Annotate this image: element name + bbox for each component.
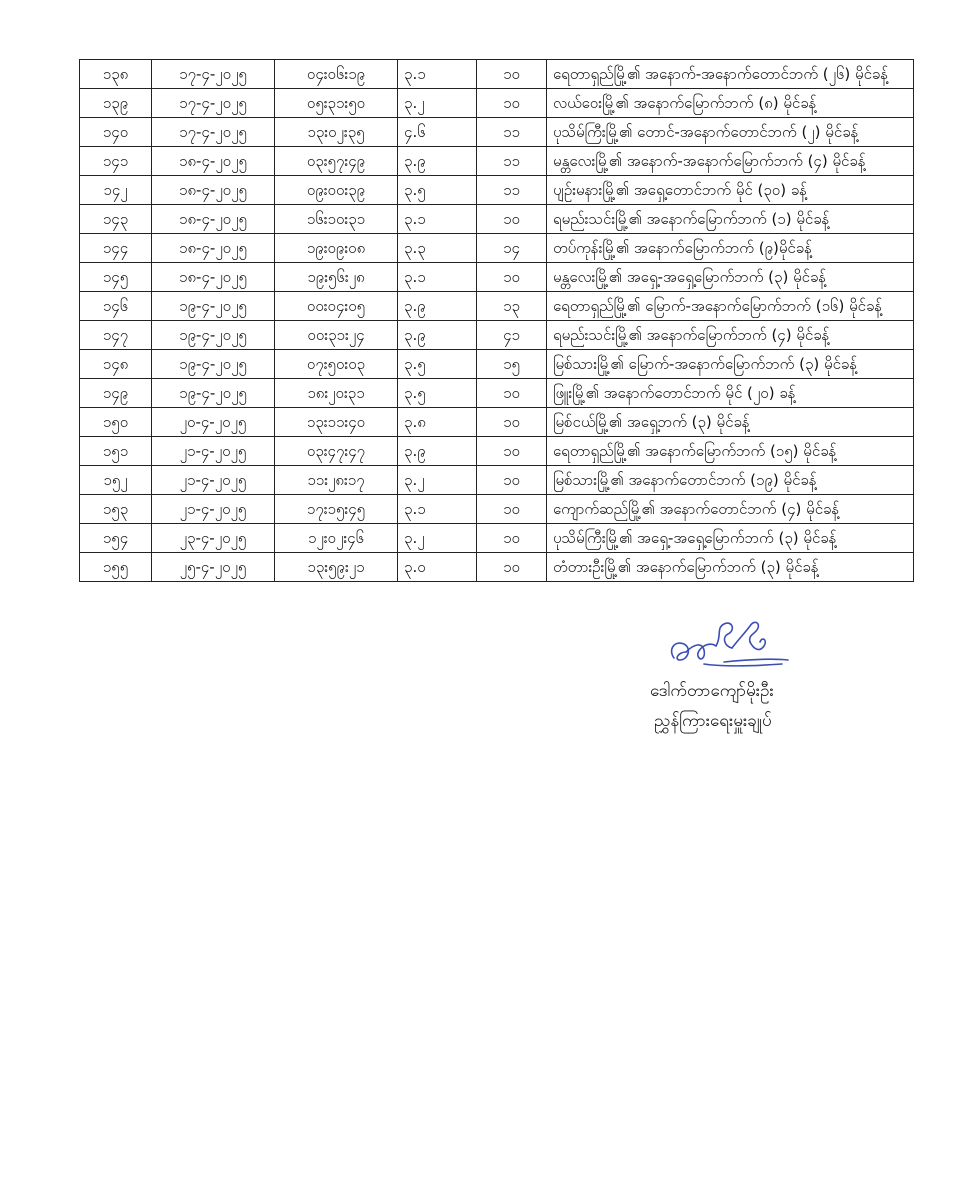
depth-cell: ၁၀	[477, 379, 547, 408]
depth-cell: ၁၁	[477, 147, 547, 176]
depth-cell: ၁၀	[477, 89, 547, 118]
row-number-cell: ၁၅၂	[80, 466, 152, 495]
depth-cell: ၄၁	[477, 321, 547, 350]
date-cell: ၁၉-၄-၂၀၂၅	[152, 350, 275, 379]
time-cell: ၀၀း၀၄း၀၅	[275, 292, 398, 321]
table-row	[80, 60, 914, 89]
depth-cell: ၁၀	[477, 437, 547, 466]
magnitude-cell: ၃.၂	[398, 89, 477, 118]
signature-block	[600, 612, 890, 742]
table-row	[80, 524, 914, 553]
date-cell: ၁၈-၄-၂၀၂၅	[152, 234, 275, 263]
earthquake-table-body	[80, 60, 914, 582]
date-cell: ၁၈-၄-၂၀၂၅	[152, 147, 275, 176]
table-row	[80, 263, 914, 292]
location-cell: ပုသိမ်ကြီးမြို့၏ တောင်-အနောက်တောင်ဘက် (၂) မိုင်ခန့်	[547, 118, 914, 147]
magnitude-cell: ၃.၉	[398, 147, 477, 176]
location-cell: ပျဉ်းမနားမြို့၏ အရှေ့တောင်ဘက် မိုင် (၃၀) ခန့်	[547, 176, 914, 205]
time-cell: ၀၄း၀၆း၁၉	[275, 60, 398, 89]
magnitude-cell: ၃.၉	[398, 437, 477, 466]
time-cell: ၀၃း၄၇း၄၇	[275, 437, 398, 466]
magnitude-cell: ၃.၁	[398, 263, 477, 292]
table-row	[80, 437, 914, 466]
magnitude-cell: ၃.၂	[398, 524, 477, 553]
date-cell: ၁၇-၄-၂၀၂၅	[152, 89, 275, 118]
time-cell: ၁၂း၀၂း၄၆	[275, 524, 398, 553]
time-cell: ၀၅း၃၁း၅၀	[275, 89, 398, 118]
time-cell: ၁၇း၁၅း၄၅	[275, 495, 398, 524]
date-cell: ၂၁-၄-၂၀၂၅	[152, 437, 275, 466]
date-cell: ၁၇-၄-၂၀၂၅	[152, 118, 275, 147]
table-row	[80, 176, 914, 205]
time-cell: ၁၁း၂၈း၁၇	[275, 466, 398, 495]
table-row	[80, 292, 914, 321]
location-cell: မြစ်သားမြို့၏ မြောက်-အနောက်မြောက်ဘက် (၃) မိုင်ခန့်	[547, 350, 914, 379]
row-number-cell: ၁၄၈	[80, 350, 152, 379]
time-cell: ၁၉း၀၉း၀၈	[275, 234, 398, 263]
row-number-cell: ၁၄၀	[80, 118, 152, 147]
date-cell: ၁၇-၄-၂၀၂၅	[152, 60, 275, 89]
location-cell: ဖြူးမြို့၏ အနောက်တောင်ဘက် မိုင် (၂၀) ခန့်	[547, 379, 914, 408]
magnitude-cell: ၃.၈	[398, 408, 477, 437]
location-cell: တပ်ကုန်းမြို့၏ အနောက်မြောက်ဘက် (၉)မိုင်ခန့်	[547, 234, 914, 263]
row-number-cell: ၁၅၃	[80, 495, 152, 524]
depth-cell: ၁၀	[477, 553, 547, 582]
magnitude-cell: ၄.၆	[398, 118, 477, 147]
row-number-cell: ၁၅၀	[80, 408, 152, 437]
depth-cell: ၁၅	[477, 350, 547, 379]
location-cell: ကျောက်ဆည်မြို့၏ အနောက်တောင်ဘက် (၄) မိုင်ခန့်	[547, 495, 914, 524]
magnitude-cell: ၃.၅	[398, 379, 477, 408]
depth-cell: ၁၀	[477, 524, 547, 553]
date-cell: ၁၉-၄-၂၀၂၅	[152, 292, 275, 321]
date-cell: ၂၁-၄-၂၀၂၅	[152, 495, 275, 524]
row-number-cell: ၁၄၁	[80, 147, 152, 176]
time-cell: ၁၆း၁၀း၃၁	[275, 205, 398, 234]
magnitude-cell: ၃.၉	[398, 321, 477, 350]
table-row	[80, 234, 914, 263]
depth-cell: ၁၀	[477, 263, 547, 292]
row-number-cell: ၁၄၂	[80, 176, 152, 205]
location-cell: မန္တလေးမြို့၏ အနောက်-အနောက်မြောက်ဘက် (၄) မိုင်ခန့်	[547, 147, 914, 176]
magnitude-cell: ၃.၃	[398, 234, 477, 263]
row-number-cell: ၁၅၅	[80, 553, 152, 582]
time-cell: ၀၃း၅၇း၄၉	[275, 147, 398, 176]
location-cell: လယ်ဝေးမြို့၏ အနောက်မြောက်ဘက် (၈) မိုင်ခန့်	[547, 89, 914, 118]
depth-cell: ၁၁	[477, 118, 547, 147]
location-cell: မန္တလေးမြို့၏ အရှေ့-အရှေ့မြောက်ဘက် (၃) မိုင်ခန့်	[547, 263, 914, 292]
row-number-cell: ၁၅၄	[80, 524, 152, 553]
time-cell: ၁၃း၅၉း၂၁	[275, 553, 398, 582]
signer-name: ဒေါက်တာကျော်မိုးဦး	[650, 681, 774, 701]
table-row	[80, 495, 914, 524]
table-row	[80, 350, 914, 379]
magnitude-cell: ၃.၉	[398, 292, 477, 321]
row-number-cell: ၁၄၆	[80, 292, 152, 321]
magnitude-cell: ၃.၁	[398, 60, 477, 89]
location-cell: ရမည်းသင်းမြို့၏ အနောက်မြောက်ဘက် (၁) မိုင်ခန့်	[547, 205, 914, 234]
magnitude-cell: ၃.၁	[398, 205, 477, 234]
location-cell: ရမည်းသင်းမြို့၏ အနောက်မြောက်ဘက် (၄) မိုင်ခန့်	[547, 321, 914, 350]
row-number-cell: ၁၄၄	[80, 234, 152, 263]
date-cell: ၂၅-၄-၂၀၂၅	[152, 553, 275, 582]
row-number-cell: ၁၃၉	[80, 89, 152, 118]
depth-cell: ၁၀	[477, 60, 547, 89]
location-cell: ရေတာရှည်မြို့၏ အနောက်-အနောက်တောင်ဘက် (၂၆) မိုင်ခန့်	[547, 60, 914, 89]
depth-cell: ၁၀	[477, 466, 547, 495]
earthquake-table	[79, 59, 914, 582]
table-row	[80, 408, 914, 437]
magnitude-cell: ၃.၁	[398, 495, 477, 524]
date-cell: ၂၀-၄-၂၀၂၅	[152, 408, 275, 437]
table-row	[80, 321, 914, 350]
depth-cell: ၁၀	[477, 495, 547, 524]
row-number-cell: ၁၄၉	[80, 379, 152, 408]
location-cell: ပုသိမ်ကြီးမြို့၏ အရှေ့-အရှေ့မြောက်ဘက် (၃) မိုင်ခန့်	[547, 524, 914, 553]
handwritten-signature	[664, 612, 794, 674]
table-row	[80, 118, 914, 147]
location-cell: မြစ်သားမြို့၏ အနောက်တောင်ဘက် (၁၉) မိုင်ခန့်	[547, 466, 914, 495]
table-row	[80, 147, 914, 176]
location-cell: တံတားဦးမြို့၏ အနောက်မြောက်ဘက် (၃) မိုင်ခန့်	[547, 553, 914, 582]
time-cell: ၁၉း၅၆း၂၈	[275, 263, 398, 292]
date-cell: ၁၉-၄-၂၀၂၅	[152, 379, 275, 408]
row-number-cell: ၁၄၇	[80, 321, 152, 350]
location-cell: ရေတာရှည်မြို့၏ အနောက်မြောက်ဘက် (၁၅) မိုင်ခန့်	[547, 437, 914, 466]
magnitude-cell: ၃.၂	[398, 466, 477, 495]
location-cell: ရေတာရှည်မြို့၏ မြောက်-အနောက်မြောက်ဘက် (၁၆) မိုင်ခန့်	[547, 292, 914, 321]
time-cell: ၁၈း၂၀း၃၁	[275, 379, 398, 408]
magnitude-cell: ၃.၀	[398, 553, 477, 582]
depth-cell: ၁၀	[477, 408, 547, 437]
signer-title: ညွှန်ကြားရေးမှူးချုပ်	[654, 711, 772, 731]
time-cell: ၀၇း၅၀း၀၃	[275, 350, 398, 379]
table-row	[80, 379, 914, 408]
magnitude-cell: ၃.၅	[398, 350, 477, 379]
row-number-cell: ၁၃၈	[80, 60, 152, 89]
date-cell: ၁၈-၄-၂၀၂၅	[152, 176, 275, 205]
table-row	[80, 466, 914, 495]
date-cell: ၁၉-၄-၂၀၂၅	[152, 321, 275, 350]
table-row	[80, 553, 914, 582]
time-cell: ၀၀း၃၁း၂၄	[275, 321, 398, 350]
time-cell: ၀၉း၀၀း၃၉	[275, 176, 398, 205]
date-cell: ၁၈-၄-၂၀၂၅	[152, 263, 275, 292]
depth-cell: ၁၀	[477, 205, 547, 234]
row-number-cell: ၁၅၁	[80, 437, 152, 466]
depth-cell: ၁၄	[477, 234, 547, 263]
table-row	[80, 89, 914, 118]
row-number-cell: ၁၄၃	[80, 205, 152, 234]
date-cell: ၂၁-၄-၂၀၂၅	[152, 466, 275, 495]
time-cell: ၁၃း၀၂း၃၅	[275, 118, 398, 147]
depth-cell: ၁၃	[477, 292, 547, 321]
time-cell: ၁၃း၁၁း၄၀	[275, 408, 398, 437]
row-number-cell: ၁၄၅	[80, 263, 152, 292]
date-cell: ၁၈-၄-၂၀၂၅	[152, 205, 275, 234]
magnitude-cell: ၃.၅	[398, 176, 477, 205]
date-cell: ၂၃-၄-၂၀၂၅	[152, 524, 275, 553]
depth-cell: ၁၁	[477, 176, 547, 205]
location-cell: မြစ်ငယ်မြို့၏ အရှေ့ဘက် (၃) မိုင်ခန့်	[547, 408, 914, 437]
table-row	[80, 205, 914, 234]
